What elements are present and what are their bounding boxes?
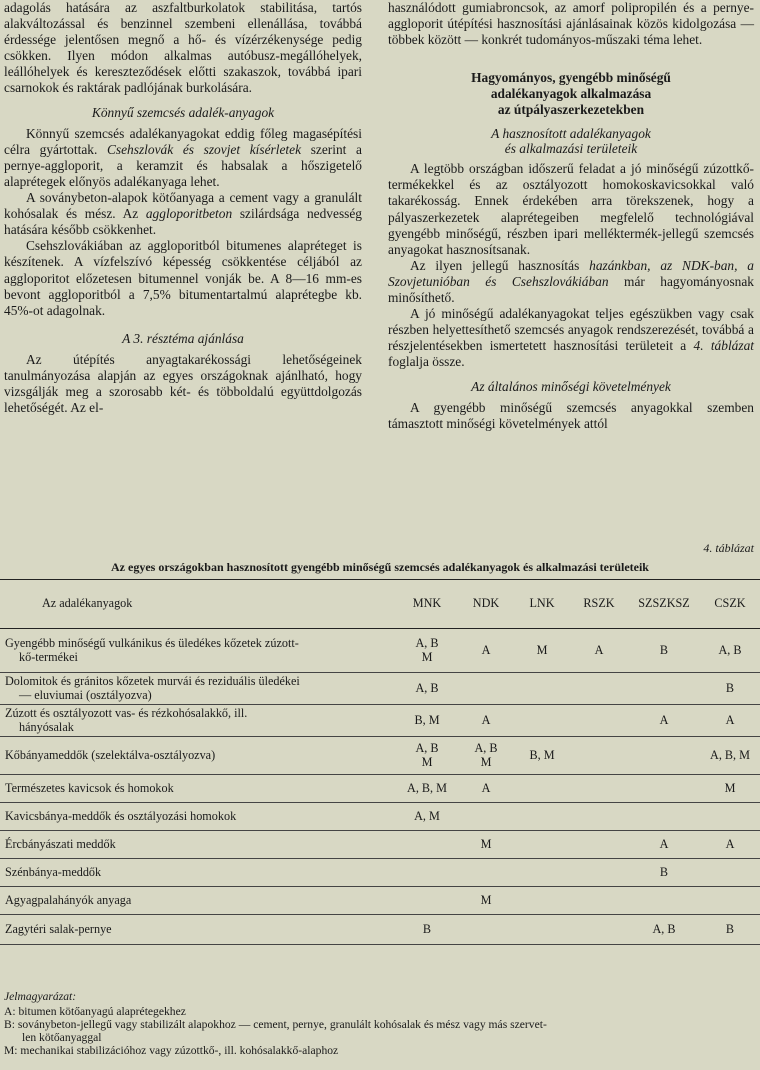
usage-cell	[396, 673, 458, 705]
column-header: NDK	[458, 580, 514, 629]
material-name-line: hányósalak	[19, 719, 74, 734]
usage-cell	[396, 831, 458, 859]
heading-line: A hasznosított adalékanyagok	[491, 126, 651, 142]
usage-cell	[570, 673, 628, 705]
legend	[4, 990, 756, 1057]
section-heading: Könnyű szemcsés adalék-anyagok	[91, 104, 275, 120]
usage-code: B, M	[414, 712, 440, 727]
paragraph	[388, 258, 754, 306]
column-header: LNK	[514, 580, 570, 629]
legend-item: M: mechanikai stabilizációhoz vagy zúzottkő-, ill. kohósalakkő-alaphoz	[4, 1044, 339, 1057]
column-header: CSZK	[700, 580, 760, 629]
usage-cell	[700, 831, 760, 859]
text-run: A jó minőségű adalékanyagokat teljes egészükben vagy csak részben helyettesíthető szemcsés anyagok rendszerezését, továbbá a részjelentésekben ismertetett hasznosítási területeit a	[388, 306, 754, 354]
usage-cell	[514, 915, 570, 945]
emphasis: aggloporitbeton	[145, 206, 233, 222]
material-name-line: Szénbánya-meddők	[5, 864, 102, 879]
usage-code: B	[725, 921, 735, 936]
material-name-line: kő-termékei	[19, 649, 78, 664]
usage-code: A	[725, 836, 735, 851]
usage-code: A, B	[415, 635, 439, 650]
paragraph: Csehszlovákiában az aggloporitból bitumenes alapréteget is készítenek. A vízfelszívó képesség csökkentése céljából az aggloporitot előzetesen bitumennel vonják be. A 8—16 mm-es bevont aggloporitból a 7,5% bitumentartalmú alaprétegbe kb. 45%-ot adagolnak.	[4, 238, 362, 318]
paragraph: adagolás hatására az aszfaltburkolatok stabilitása, tartós alakváltozással és benzinnel szembeni ellenállása, továbbá érdessége jelentősen megnő a hő- és vízérzékenysége pedig csökken. Ilyen módon alkalmas autóbusz-megállóhelyek, leállóhelyek és kereszteződések előtti szakaszok, továbbá ipari csarnokok és raktárak padlójának burkolására.	[4, 0, 362, 96]
legend-title: Jelmagyarázat:	[4, 990, 77, 1003]
table-row	[0, 803, 760, 831]
section-heading	[388, 126, 754, 156]
usage-code: A	[725, 712, 735, 727]
usage-cell	[570, 803, 628, 831]
section-heading: Az általános minőségi követelmények	[471, 378, 671, 394]
emphasis: 4. táblázat	[693, 338, 754, 354]
legend-item-continuation: len kötőanyaggal	[22, 1031, 102, 1044]
left-column	[4, 0, 362, 416]
material-name-line: Zagytéri salak-pernye	[5, 921, 112, 936]
usage-cell	[700, 737, 760, 775]
usage-cell	[458, 859, 514, 887]
usage-cell	[458, 803, 514, 831]
paragraph	[4, 190, 362, 238]
usage-cell	[458, 705, 514, 737]
material-name-line: Természetes kavicsok és homokok	[5, 780, 174, 795]
usage-cell	[514, 737, 570, 775]
legend-item: B: soványbeton-jellegű vagy stabilizált alapokhoz — cement, pernye, granulált kohósalak és mész vagy más szervet-	[4, 1018, 547, 1031]
usage-cell	[396, 629, 458, 673]
table-header-row	[0, 580, 760, 629]
usage-cell	[514, 831, 570, 859]
heading-line: Hagyományos, gyengébb minőségű	[471, 70, 671, 86]
table-row	[0, 705, 760, 737]
usage-cell	[396, 859, 458, 887]
usage-cell	[570, 705, 628, 737]
usage-cell	[514, 629, 570, 673]
material-name-cell	[0, 859, 396, 887]
usage-cell	[628, 887, 700, 915]
paragraph: A legtöbb országban időszerű feladat a jó minőségű zúzottkő-termékekkel és az osztályozott homokoskavicsokkal való takarékosság. Ennek érdekében arra törekszenek, hogy a pályaszerkezetek alaprétegeiben megfelelő technológiával gyengébb minőségű, részben ipari melléktermék-jellegű szemcsés anyagokat hasznosítsanak.	[388, 161, 754, 257]
paragraph	[4, 126, 362, 190]
usage-code: M	[480, 892, 492, 907]
material-name-line: Agyagpalahányók anyaga	[5, 892, 132, 907]
table-caption: Az egyes országokban hasznosított gyengébb minőségű szemcsés adalékanyagok és alkalmazási területeik	[111, 560, 649, 574]
text-run: már hagyományosnak minősíthető.	[388, 273, 755, 306]
emphasis: Csehszlovák és szovjet kísérletek	[106, 141, 302, 157]
material-name-cell	[0, 775, 396, 803]
material-name-cell	[0, 705, 396, 737]
column-header: SZSZKSZ	[628, 580, 700, 629]
usage-cell	[514, 803, 570, 831]
usage-code: B	[422, 921, 432, 936]
usage-cell	[700, 775, 760, 803]
table-body	[0, 629, 760, 945]
heading-line: és alkalmazási területeik	[504, 141, 638, 157]
text-run: szerint a pernye-aggloporit, a keramzit és habsalak a hőszigetelő alaprétegek előnyös adalékanyaga lehet.	[4, 141, 362, 189]
usage-cell	[628, 737, 700, 775]
column-header: RSZK	[570, 580, 628, 629]
usage-code: A	[594, 642, 604, 657]
usage-cell	[628, 673, 700, 705]
usage-cell	[514, 859, 570, 887]
usage-cell	[458, 673, 514, 705]
usage-cell	[570, 887, 628, 915]
emphasis: hazánkban, az NDK-ban, a Szovjetunióban és Csehszlovákiában	[388, 257, 754, 289]
usage-cell	[628, 629, 700, 673]
material-name-line: — eluviumai (osztályozva)	[19, 687, 152, 702]
usage-code: A, M	[414, 808, 440, 823]
usage-code: B, M	[529, 747, 555, 762]
usage-code: A, B	[415, 740, 439, 755]
usage-cell	[514, 705, 570, 737]
paragraph	[388, 306, 754, 370]
heading-line: az útpályaszerkezetekben	[497, 102, 645, 118]
usage-code: M	[421, 754, 433, 769]
table-row	[0, 915, 760, 945]
usage-code: A, B	[474, 740, 498, 755]
usage-code: M	[480, 836, 492, 851]
usage-cell	[570, 915, 628, 945]
material-name-cell	[0, 803, 396, 831]
text-run: Könnyű szemcsés adalékanyagokat eddig főleg magasépítési célra gyártottak.	[4, 125, 362, 157]
usage-code: A, B, M	[710, 747, 750, 762]
usage-cell	[628, 705, 700, 737]
table-row	[0, 859, 760, 887]
right-column	[388, 0, 754, 432]
table-row	[0, 831, 760, 859]
usage-code: A, B	[652, 921, 676, 936]
material-name-cell	[0, 831, 396, 859]
usage-cell	[396, 737, 458, 775]
usage-cell	[396, 803, 458, 831]
usage-cell	[628, 803, 700, 831]
usage-cell	[396, 705, 458, 737]
material-name-cell	[0, 673, 396, 705]
usage-cell	[700, 673, 760, 705]
paragraph: A gyengébb minőségű szemcsés anyagokkal szemben támasztott minőségi követelmények attól	[388, 399, 754, 431]
paragraph: Az útépítés anyagtakarékossági lehetőségeinek tanulmányozása alapján az egyes országoknak ajánlható, hogy vizsgálják meg a szorosabb két- és többoldalú együttdolgozás lehetőségét. Az el-	[4, 351, 362, 416]
chapter-heading	[388, 70, 754, 118]
material-name-line: Gyengébb minőségű vulkánikus és üledékes kőzetek zúzott-	[5, 635, 299, 650]
usage-cell	[570, 737, 628, 775]
usage-code: M	[724, 780, 736, 795]
usage-code: A, B	[718, 642, 742, 657]
usage-code: A	[481, 642, 491, 657]
material-name-line: Kőbányameddők (szelektálva-osztályozva)	[5, 747, 216, 762]
legend-item: A: bitumen kötőanyagú alaprétegekhez	[4, 1005, 186, 1018]
material-name-cell	[0, 629, 396, 673]
usage-cell	[514, 673, 570, 705]
table-row	[0, 629, 760, 673]
usage-cell	[570, 629, 628, 673]
usage-cell	[628, 915, 700, 945]
table-row	[0, 737, 760, 775]
table-row	[0, 887, 760, 915]
usage-cell	[458, 737, 514, 775]
text-run: Az ilyen jellegű hasznosítás	[410, 257, 590, 273]
usage-cell	[628, 831, 700, 859]
material-name-cell	[0, 737, 396, 775]
usage-cell	[458, 831, 514, 859]
usage-code: A, B, M	[407, 780, 447, 795]
usage-cell	[570, 775, 628, 803]
usage-cell	[700, 859, 760, 887]
usage-code: B	[725, 680, 735, 695]
material-name-line: Zúzott és osztályozott vas- és rézkohósalakkő, ill.	[5, 705, 248, 720]
usage-cell	[458, 887, 514, 915]
usage-cell	[700, 803, 760, 831]
usage-cell	[396, 887, 458, 915]
usage-code: A	[481, 712, 491, 727]
usage-cell	[700, 629, 760, 673]
usage-code: A	[481, 780, 491, 795]
usage-cell	[570, 859, 628, 887]
material-name-cell	[0, 915, 396, 945]
usage-cell	[700, 705, 760, 737]
usage-cell	[628, 859, 700, 887]
table-row	[0, 673, 760, 705]
usage-cell	[700, 887, 760, 915]
material-name-line: Ércbányászati meddők	[5, 836, 116, 851]
usage-cell	[458, 775, 514, 803]
usage-cell	[396, 775, 458, 803]
usage-cell	[514, 887, 570, 915]
column-header: MNK	[396, 580, 458, 629]
material-name-line: Kavicsbánya-meddők és osztályozási homokok	[5, 808, 237, 823]
paragraph: használódott gumiabroncsok, az amorf polipropilén és a pernye-aggloporit útépítési hasznosítási ajánlásainak közös kidolgozása — többek között — konkrét tudományos-műszaki téma lehet.	[388, 0, 754, 48]
usage-code: M	[536, 642, 548, 657]
usage-code: M	[480, 754, 492, 769]
usage-code: B	[659, 864, 669, 879]
column-header: Az adalékanyagok	[0, 580, 396, 629]
heading-line: adalékanyagok alkalmazása	[490, 86, 652, 102]
usage-cell	[396, 915, 458, 945]
usage-code: B	[659, 642, 669, 657]
text-run: szilárdsága nedvesség hatására később csökkenhet.	[4, 206, 363, 238]
usage-cell	[458, 629, 514, 673]
usage-cell	[628, 775, 700, 803]
usage-cell	[570, 831, 628, 859]
aggregate-table	[0, 579, 760, 945]
usage-code: A	[659, 712, 669, 727]
text-run: foglalja össze.	[388, 354, 465, 370]
usage-cell	[458, 915, 514, 945]
table-number: 4. táblázat	[703, 541, 754, 555]
usage-cell	[514, 775, 570, 803]
material-name-line: Dolomitok és gránitos kőzetek murvái és reziduális üledékei	[5, 673, 300, 688]
usage-code: A, B	[415, 680, 439, 695]
usage-code: A	[659, 836, 669, 851]
usage-cell	[700, 915, 760, 945]
table-row	[0, 775, 760, 803]
material-name-cell	[0, 887, 396, 915]
usage-code: M	[421, 649, 433, 664]
text-run: A soványbeton-alapok kötőanyaga a cement vagy a granulált kohósalak és mész. Az	[4, 190, 362, 222]
section-heading: A 3. résztéma ajánlása	[122, 330, 244, 346]
